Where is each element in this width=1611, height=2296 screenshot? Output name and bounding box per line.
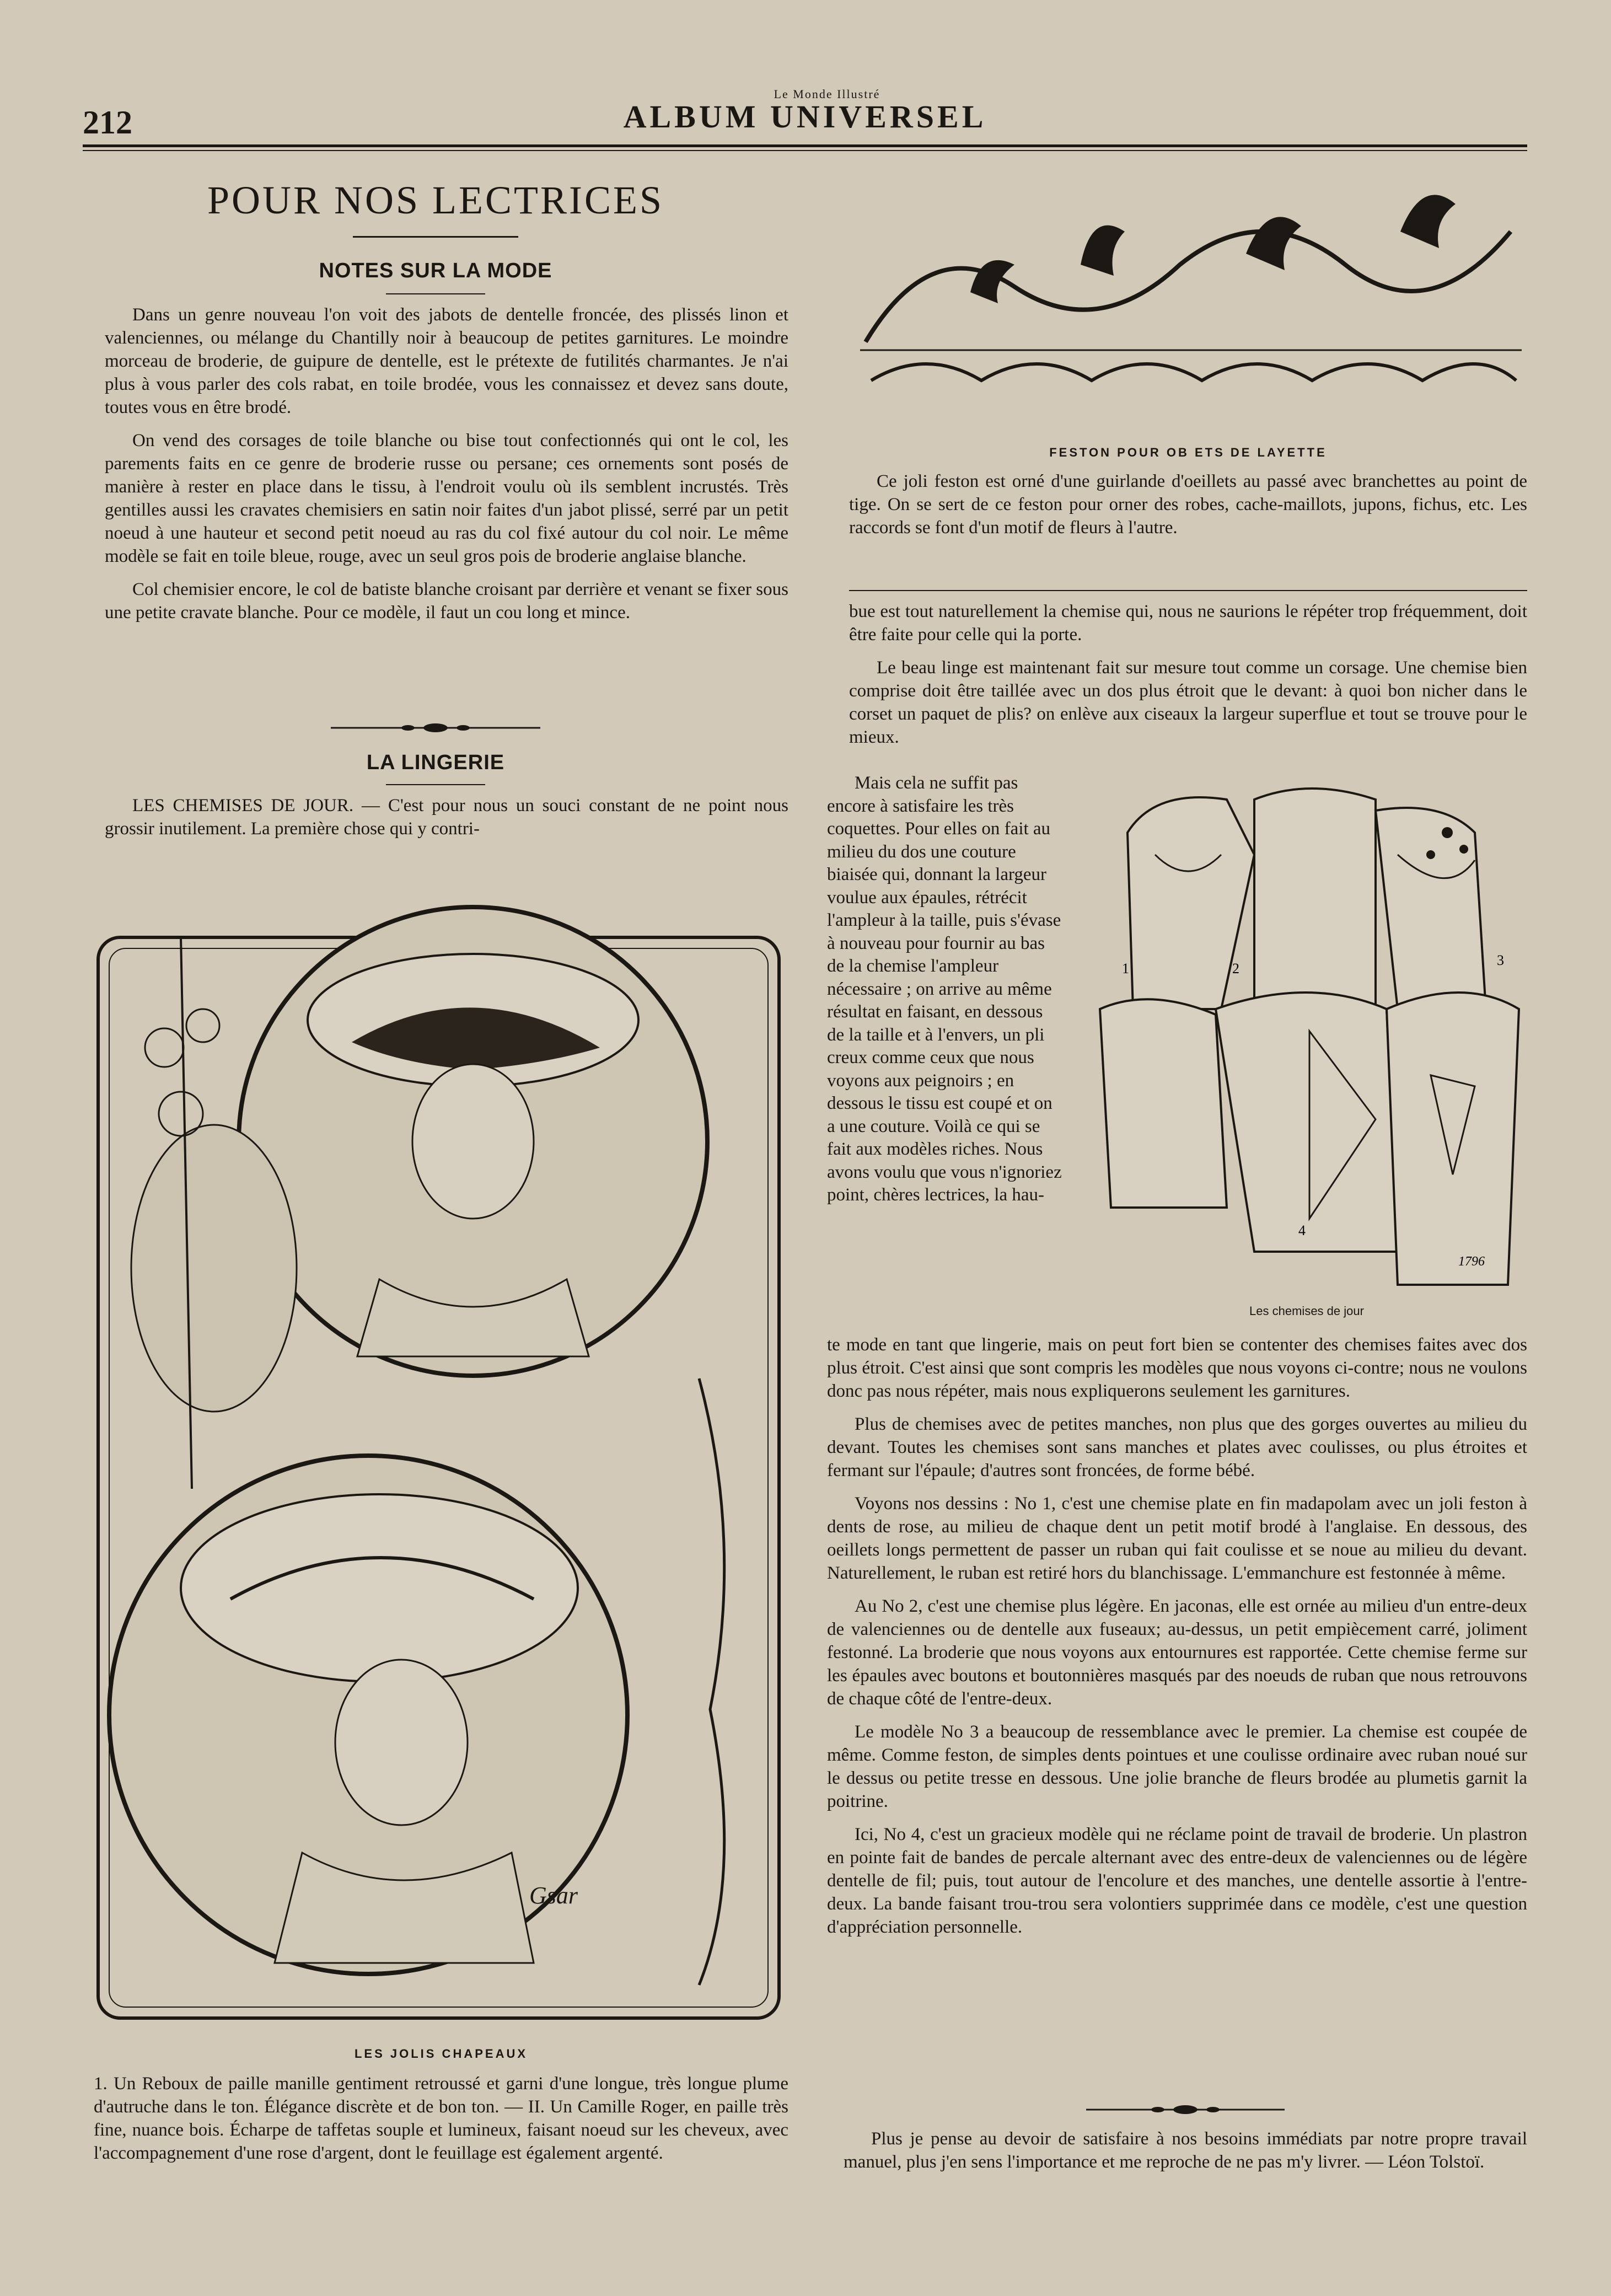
chemise-number-2: 2	[1232, 961, 1239, 977]
right-paragraph-4: Plus de chemises avec de petites manches, non plus que des gorges ouvertes au milieu du devant. Toutes les chemises sont sans manches et plates avec coulisses, ou plus étroites et fermant sur l'épaule; d'autres sont froncées, de forme bébé.	[827, 1414, 1527, 1480]
right-paragraph-6: Au No 2, c'est une chemise plus légère. En jaconas, elle est ornée au milieu d'un entre-deux de valenciennes ou de dentelle aux fuseaux; au-dessus, un petit empiècement carré, joliment festonné. La broderie que nous voyons aux entournures est rapportée. Cette chemise ferme sur les épaules avec boutons et boutonnières masqués par des noeuds de ruban que nous retrouvons de chaque côté de l'entre-deux.	[827, 1596, 1527, 1709]
chemises-illustration	[1089, 777, 1527, 1329]
chemise-number-1: 1	[1122, 961, 1129, 977]
drawing-mark: 1796	[1458, 1254, 1485, 1269]
right-paragraph-7: Le modèle No 3 a beaucoup de ressemblance avec le premier. La chemise est coupée de même. Comme feston, de simples dents pointues et une coulisse ordinaire avec ruban noué sur le dessus ou petite tresse en dessous. Une jolie branche de fleurs brodée au plumetis garnit la poitrine.	[827, 1722, 1527, 1811]
header-rule-thin	[83, 150, 1527, 151]
mode-paragraph-2: On vend des corsages de toile blanche ou bise tout confectionnés qui ont le col, les parements faits en ce genre de broderie russe ou persane; ces ornements sont posés de manière à rester en place dans le tissu, à l'endroit voulu où ils semblent incrustés. Très gentilles aussi les cravates chemisiers en satin noir faites d'un jabot plissé, serré par un petit noeud à une hauteur et second petit noeud au ras du col fixé autour du col noir. Le même modèle se fait en toile bleue, rouge, avec un seul gros pois de broderie anglaise blanche.	[105, 431, 788, 566]
feston-caption: FESTON POUR OB ETS DE LAYETTE	[1049, 446, 1327, 459]
lingerie-intro	[105, 794, 788, 850]
tolstoi-quote	[844, 2127, 1527, 2184]
section-title: POUR NOS LECTRICES	[207, 178, 664, 222]
mode-heading-rule	[386, 293, 485, 294]
right-paragraph-8: Ici, No 4, c'est un gracieux modèle qui ne réclame point de travail de broderie. Un plastron en pointe fait de bandes de percale alternant avec des entre-deux de valenciennes ou de légère dentelle de fil; puis, tout autour de l'encolure et des manches, une dentelle assortie à l'entre-deux. La bande faisant trou-trou sera volontiers supprimée dans ce modèle, c'est une question d'appréciation personnelle.	[827, 1825, 1527, 1937]
lingerie-intro-text: LES CHEMISES DE JOUR. — C'est pour nous un souci constant de ne point nous grossir inutilement. La première chose qui y contri-	[105, 796, 788, 839]
title-rule	[353, 236, 518, 238]
hats-caption: LES JOLIS CHAPEAUX	[354, 2047, 528, 2061]
feston-rule	[849, 590, 1527, 591]
mode-text	[105, 303, 788, 634]
right-text-top	[849, 600, 1527, 759]
hats-signature: Gsar	[529, 1882, 578, 1909]
feston-text	[849, 470, 1527, 549]
tolstoi-quote-text: Plus je pense au devoir de satisfaire à nos besoins immédiats par notre propre travail manuel, plus j'en sens l'importance et me reproche de ne pas m'y livrer. — Léon Tolstoï.	[844, 2129, 1527, 2172]
chemises-caption: Les chemises de jour	[1249, 1304, 1364, 1318]
lingerie-heading-rule	[386, 784, 485, 785]
right-paragraph-2: Le beau linge est maintenant fait sur mesure tout comme un corsage. Une chemise bien comprise doit être taillée avec un dos plus étroit que le devant: à quoi bon nicher dans le corset un paquet de plis? on enlève aux ciseaux la largeur superflue et tout se trouve pour le mieux.	[849, 658, 1527, 747]
right-text-bottom	[827, 1333, 1527, 1949]
header-title: ALBUM UNIVERSEL	[623, 99, 987, 135]
right-paragraph-1: bue est tout naturellement la chemise qui, nous ne saurions le répéter trop fréquemment, doit être faite pour celle qui la porte.	[849, 602, 1527, 645]
header-supertitle: Le Monde Illustré	[774, 87, 880, 101]
ornament-divider-left	[331, 722, 540, 733]
chemise-number-4: 4	[1298, 1222, 1306, 1238]
page-number: 212	[83, 104, 132, 141]
mode-paragraph-3: Col chemisier encore, le col de batiste blanche croisant par derrière et venant se fixer sous une petite cravate blanche. Pour ce modèle, il faut un cou long et mince.	[105, 580, 788, 623]
ornament-divider-right	[1086, 2104, 1285, 2115]
header-rule	[83, 144, 1527, 147]
right-paragraph-3: te mode en tant que lingerie, mais on peut fort bien se contenter des chemises faites avec dos plus étroit. C'est ainsi que sont compris les modèles que nous voyons ci-contre; nous ne voulons donc pas nous répéter, mais nous expliquerons seulement les garnitures.	[827, 1335, 1527, 1401]
hats-description-text: 1. Un Reboux de paille manille gentiment retroussé et garni d'une longue, très longue plume d'autruche dans le ton. Élégance discrète et de bon ton. — II. Un Camille Roger, en paille très fine, nuance bois. Écharpe de taffetas souple et lumineux, faisant noeud sur les cheveux, avec l'accompagnement d'une rose d'argent, dont le feuillage est également argenté.	[94, 2074, 788, 2163]
chemise-number-3: 3	[1497, 952, 1504, 968]
feston-description: Ce joli feston est orné d'une guirlande d'oeillets au passé avec branchettes au point de tige. On se sert de ce feston pour orner des robes, cache-maillots, jupons, fichus, etc. Les raccords se font d'un motif de fleurs à l'autre.	[849, 471, 1527, 538]
mode-paragraph-1: Dans un genre nouveau l'on voit des jabots de dentelle froncée, des plissés linon et valenciennes, ou mélange du Chantilly noir à beaucoup de petites garnitures. Le moindre morceau de broderie, de guipure de dentelle, est le prétexte de futilités charmantes. Je n'ai plus à vous parler des cols rabat, en toile brodée, vous les connaissez et devez sans doute, toutes vous en être brodé.	[105, 305, 788, 417]
right-paragraph-5: Voyons nos dessins : No 1, c'est une chemise plate en fin madapolam avec un joli feston à dents de rose, au milieu de chaque dent un petit motif brodé à l'anglaise. En dessous, des oeillets longs permettent de passer un ruban qui fait coulisse et se noue au milieu du devant. Naturellement, le ruban est retiré hors du blanchissage. L'emmanchure est festonnée à même.	[827, 1494, 1527, 1583]
feston-illustration	[849, 165, 1527, 436]
mode-heading: NOTES SUR LA MODE	[319, 259, 552, 282]
right-text-narrow	[827, 772, 1064, 1217]
hats-illustration	[93, 882, 785, 2029]
lingerie-heading: LA LINGERIE	[366, 751, 505, 774]
narrow-paragraph: Mais cela ne suffit pas encore à satisfaire les très coquettes. Pour elles on fait au milieu du dos une couture biaisée qui, donnant la largeur voulue aux épaules, rétrécit l'ampleur à la taille, puis s'évase à nouveau pour fournir au bas de la chemise l'ampleur nécessaire ; on arrive au même résultat en faisant, en dessous de la taille et à l'envers, un pli creux comme ceux que nous voyons aux peignoirs ; en dessous le tissu est coupé et on a une couture. Voilà ce qui se fait aux modèles riches. Nous avons voulu que vous n'ignoriez point, chères lectrices, la hau-	[827, 773, 1062, 1205]
hats-description	[94, 2072, 788, 2175]
